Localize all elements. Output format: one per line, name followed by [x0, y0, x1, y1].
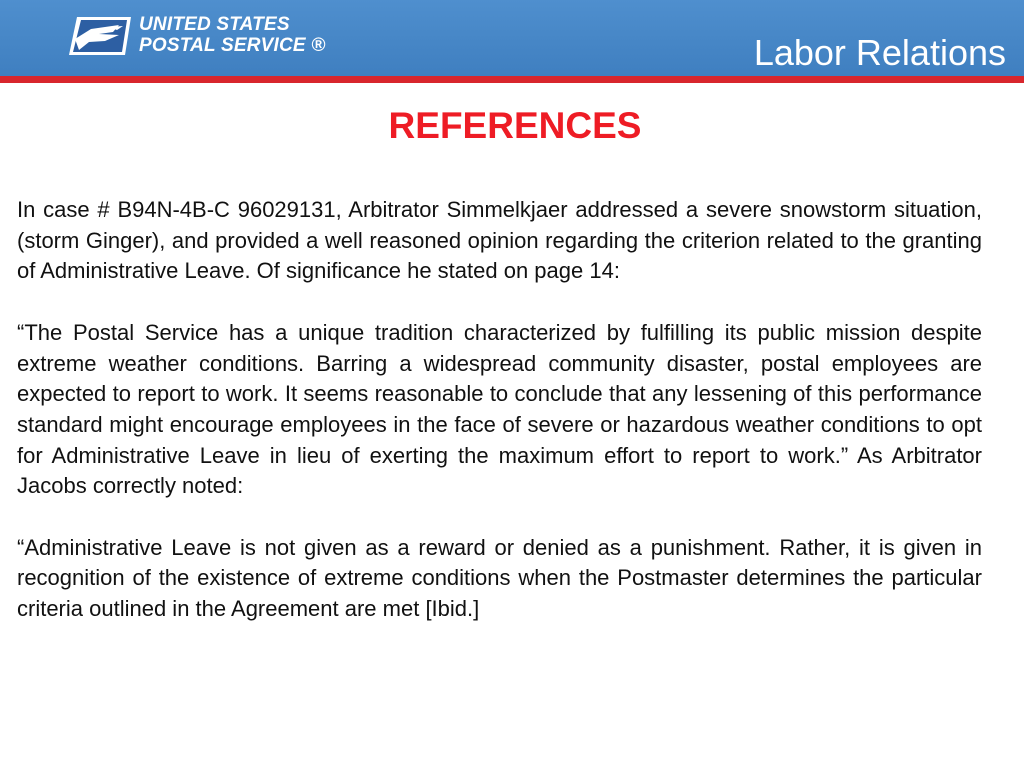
header-divider [0, 76, 1024, 83]
body-text [17, 195, 982, 625]
page-title: REFERENCES [388, 105, 642, 146]
logo-text-line1: UNITED STATES [139, 14, 290, 35]
logo-text-line2: POSTAL SERVICE ® [139, 35, 326, 56]
paragraph-quote-jacobs: “Administrative Leave is not given as a reward or denied as a punishment. Rather, it is given in recognition of the existence of extreme conditions when the Postmaster determines the particular criteria outlined in the Agreement are met [Ibid.] [17, 534, 982, 622]
header-bar [0, 0, 1024, 76]
paragraph-case-summary: In case # B94N-4B-C 96029131, Arbitrator Simmelkjaer addressed a severe snowstorm situation, (storm Ginger), and provided a well reasoned opinion regarding the criterion related to the granting of Administrative Leave. Of significance he stated on page 14: [17, 197, 982, 284]
paragraph-quote-simmelkjaer: “The Postal Service has a unique tradition characterized by fulfilling its public mission despite extreme weather conditions. Barring a widespread community disaster, postal employees are expected to report to work. It seems reasonable to conclude that any lessening of this performance standard might encourage employees in the face of severe or hazardous weather conditions to opt for Administrative Leave in lieu of exerting the maximum effort to report to work.” As Arbitrator Jacobs correctly noted: [17, 319, 982, 499]
eagle-icon [69, 17, 131, 55]
usps-logo [69, 15, 329, 57]
section-title: Labor Relations [753, 32, 1006, 73]
